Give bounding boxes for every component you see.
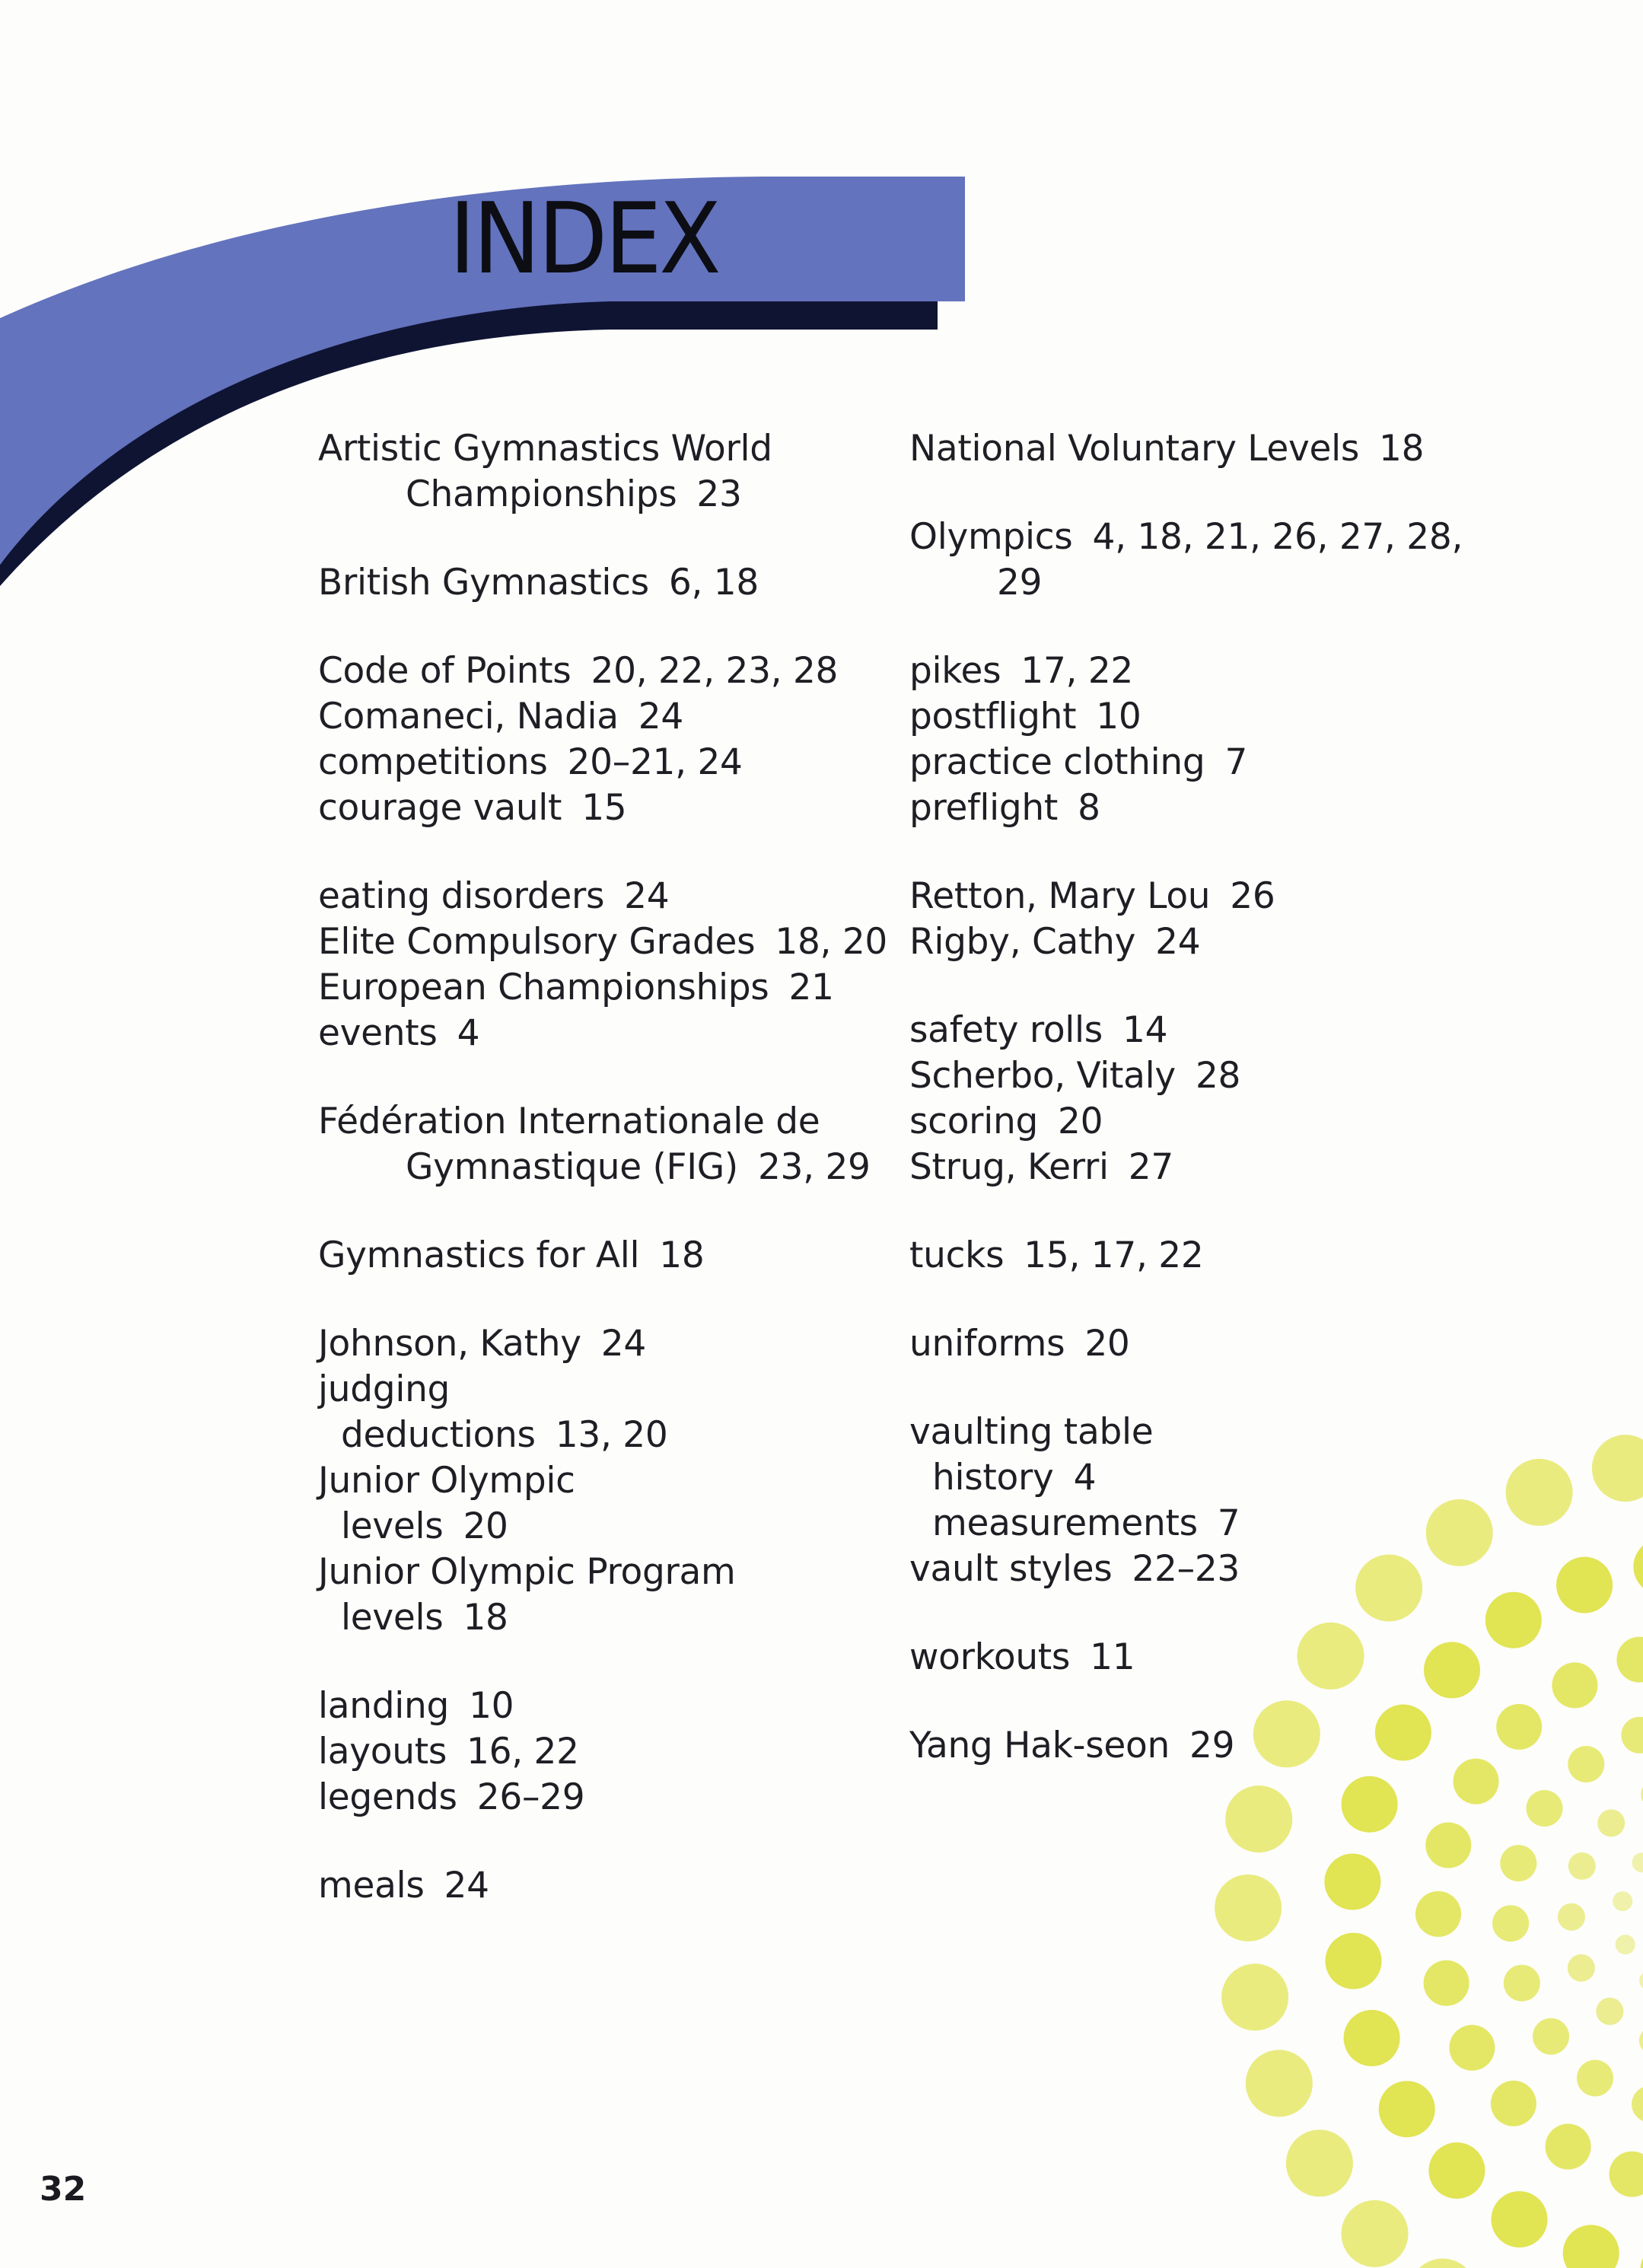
index-entry: [318, 1367, 896, 1413]
index-term: levels: [341, 1597, 444, 1639]
index-term: meals: [318, 1865, 425, 1906]
index-entry: [318, 560, 896, 606]
decorative-dot: [1568, 1852, 1596, 1880]
decorative-dot: [1633, 1539, 1643, 1595]
index-page-refs: 8: [1078, 787, 1100, 829]
index-term: Junior Olympic: [318, 1460, 575, 1502]
index-page-refs: 18: [1379, 428, 1425, 470]
index-page-refs: 16, 22: [466, 1731, 579, 1773]
decorative-dot: [1556, 1557, 1613, 1613]
decorative-dot: [1425, 1823, 1471, 1868]
index-page-refs: 26–29: [476, 1776, 585, 1818]
index-letter-group: [909, 874, 1503, 965]
index-term: courage vault: [318, 787, 562, 829]
index-page-refs: 22–23: [1132, 1548, 1240, 1590]
index-entry: [909, 919, 1503, 965]
index-entry: [909, 785, 1503, 831]
decorative-dot: [1415, 1891, 1461, 1937]
index-subentry: [909, 1455, 1503, 1501]
index-subentry: [909, 1501, 1503, 1547]
index-page-refs: 4: [1073, 1457, 1097, 1499]
index-term: Olympics: [909, 516, 1073, 558]
decorative-dot: [1621, 1717, 1643, 1754]
index-term: levels: [341, 1505, 444, 1547]
index-term: Rigby, Cathy: [909, 921, 1136, 963]
index-term: legends: [318, 1776, 457, 1818]
index-entry: [909, 1547, 1503, 1592]
index-entry: [318, 1863, 896, 1909]
index-entry: [318, 1321, 896, 1367]
index-entry: [318, 426, 896, 518]
index-page-refs: 18: [659, 1234, 705, 1276]
decorative-dot: [1568, 1746, 1604, 1782]
index-term: tucks: [909, 1234, 1005, 1276]
index-term: Junior Olympic Program: [318, 1551, 736, 1593]
decorative-dot: [1610, 2152, 1643, 2197]
decorative-dot: [1326, 1933, 1382, 1989]
index-subentry: [318, 1413, 896, 1458]
index-letter-group: [318, 1863, 896, 1909]
index-page-refs: 17, 22: [1021, 650, 1134, 692]
index-entry: [318, 1683, 896, 1729]
index-page-refs: 4, 18, 21, 26, 27, 28, 29: [997, 516, 1463, 604]
index-page-refs: 23, 29: [757, 1146, 871, 1188]
decorative-dot: [1492, 1905, 1529, 1941]
decorative-dot: [1641, 2242, 1643, 2268]
index-term: Scherbo, Vitaly: [909, 1055, 1176, 1097]
index-page-refs: 10: [1096, 696, 1142, 737]
index-page-refs: 18: [463, 1597, 508, 1639]
index-page-refs: 11: [1090, 1636, 1135, 1678]
index-term: National Voluntary Levels: [909, 428, 1360, 470]
index-entry: [909, 1635, 1503, 1680]
index-entry: [909, 426, 1503, 472]
decorative-dot: [1379, 2081, 1435, 2137]
decorative-dot: [1424, 1961, 1469, 2006]
index-term: pikes: [909, 650, 1001, 692]
index-letter-group: [318, 1683, 896, 1820]
index-page-refs: 24: [600, 1323, 646, 1365]
index-page-refs: 26: [1230, 875, 1275, 917]
decorative-dot: [1449, 2025, 1495, 2071]
index-letter-group: [318, 1233, 896, 1279]
decorative-dot: [1286, 2129, 1353, 2196]
index-term: Retton, Mary Lou: [909, 875, 1211, 917]
index-term: safety rolls: [909, 1009, 1103, 1051]
index-page-refs: 14: [1122, 1009, 1168, 1051]
decorative-dot: [1577, 2060, 1613, 2097]
index-page-refs: 27: [1128, 1146, 1173, 1188]
index-entry: [318, 1099, 896, 1190]
index-term: Elite Compulsory Grades: [318, 921, 756, 963]
page-title: INDEX: [449, 183, 718, 296]
decorative-dot: [1409, 2259, 1476, 2268]
decorative-dot: [1246, 2050, 1313, 2117]
index-letter-group: [318, 1321, 896, 1641]
index-letter-group: [909, 1635, 1503, 1680]
index-column-left: [318, 426, 896, 1951]
decorative-dot: [1492, 2191, 1548, 2247]
index-letter-group: [909, 1723, 1503, 1769]
index-entry: [318, 785, 896, 831]
decorative-dot: [1596, 1998, 1623, 2025]
index-term: Artistic Gymnastics World Championships: [318, 428, 772, 515]
index-entry: [318, 1011, 896, 1056]
decorative-dot: [1632, 2086, 1643, 2123]
index-letter-group: [318, 426, 896, 518]
index-entry: [318, 1233, 896, 1279]
decorative-dot: [1324, 1854, 1380, 1910]
index-entry: [318, 740, 896, 785]
index-term: British Gymnastics: [318, 562, 649, 604]
index-letter-group: [909, 648, 1503, 831]
index-entry: [909, 648, 1503, 694]
index-column-right: [909, 426, 1503, 1811]
index-letter-group: [909, 426, 1503, 472]
index-page-refs: 20: [463, 1505, 508, 1547]
index-entry: [909, 1233, 1503, 1279]
index-page-refs: 6, 18: [668, 562, 759, 604]
index-entry: [318, 648, 896, 694]
index-entry: [909, 1410, 1503, 1455]
decorative-dot: [1342, 2200, 1409, 2267]
index-entry: [909, 514, 1503, 606]
decorative-dot: [1616, 1935, 1635, 1954]
index-page-refs: 24: [638, 696, 684, 737]
decorative-dot: [1616, 1637, 1643, 1683]
decorative-dot: [1639, 1970, 1643, 1990]
index-letter-group: [909, 1233, 1503, 1279]
index-page-refs: 21: [788, 967, 834, 1008]
decorative-dot: [1527, 1790, 1563, 1827]
index-entry: [909, 694, 1503, 740]
index-term: uniforms: [909, 1323, 1065, 1365]
index-term: postflight: [909, 696, 1077, 737]
index-subentry: [318, 1595, 896, 1641]
index-entry: [318, 919, 896, 965]
decorative-dot: [1500, 1845, 1536, 1881]
index-page-refs: 20–21, 24: [567, 741, 743, 783]
index-term: layouts: [318, 1731, 447, 1773]
index-entry: [909, 874, 1503, 919]
index-letter-group: [318, 1099, 896, 1190]
index-page-refs: 10: [469, 1685, 514, 1727]
index-page-refs: 4: [457, 1012, 480, 1054]
index-term: landing: [318, 1685, 450, 1727]
page-number: 32: [40, 2170, 87, 2209]
decorative-dot: [1592, 1435, 1643, 1502]
index-letter-group: [318, 560, 896, 606]
index-entry: [909, 740, 1503, 785]
decorative-dot: [1496, 1704, 1542, 1750]
index-term: Yang Hak-seon: [909, 1725, 1170, 1766]
index-entry: [909, 1099, 1503, 1145]
index-term: competitions: [318, 741, 548, 783]
index-entry: [318, 1458, 896, 1504]
index-letter-group: [909, 1410, 1503, 1592]
decorative-dot: [1428, 2142, 1485, 2199]
index-entry: [318, 1775, 896, 1820]
index-page-refs: 7: [1217, 1502, 1240, 1544]
decorative-dot: [1506, 1459, 1573, 1526]
decorative-dot: [1597, 1809, 1625, 1836]
index-term: scoring: [909, 1101, 1038, 1142]
index-page-refs: 20: [1084, 1323, 1130, 1365]
index-term: Gymnastics for All: [318, 1234, 640, 1276]
index-term: vaulting table: [909, 1411, 1154, 1453]
decorative-dot: [1215, 1875, 1282, 1941]
decorative-dot: [1344, 2010, 1400, 2066]
index-term: events: [318, 1012, 438, 1054]
index-entry: [909, 1723, 1503, 1769]
index-page-refs: 20: [1058, 1101, 1103, 1142]
decorative-dot: [1558, 1903, 1585, 1931]
index-entry: [318, 694, 896, 740]
index-entry: [318, 874, 896, 919]
index-page-refs: 13, 20: [555, 1414, 668, 1456]
decorative-dot: [1533, 2018, 1569, 2055]
index-letter-group: [318, 874, 896, 1056]
index-term: history: [932, 1457, 1054, 1499]
decorative-dot: [1613, 1891, 1632, 1911]
index-term: European Championships: [318, 967, 769, 1008]
index-term: Fédération Internationale de Gymnastique (FIG): [318, 1101, 820, 1188]
index-term: workouts: [909, 1636, 1071, 1678]
index-term: preflight: [909, 787, 1059, 829]
index-page-refs: 15, 17, 22: [1024, 1234, 1204, 1276]
index-term: Strug, Kerri: [909, 1146, 1109, 1188]
decorative-dot: [1546, 2124, 1591, 2170]
decorative-dot: [1563, 2225, 1619, 2268]
index-term: Code of Points: [318, 650, 572, 692]
index-entry: [909, 1008, 1503, 1053]
index-term: judging: [318, 1368, 451, 1410]
index-entry: [318, 965, 896, 1011]
index-letter-group: [909, 514, 1503, 606]
decorative-dot: [1491, 2081, 1536, 2126]
index-page-refs: 7: [1224, 741, 1248, 783]
index-subentry: [318, 1504, 896, 1550]
index-page-refs: 29: [1189, 1725, 1235, 1766]
index-term: practice clothing: [909, 741, 1205, 783]
index-term: Comaneci, Nadia: [318, 696, 619, 737]
index-entry: [318, 1729, 896, 1775]
index-page-refs: 24: [624, 875, 670, 917]
index-page-refs: 28: [1195, 1055, 1241, 1097]
index-page-refs: 15: [581, 787, 627, 829]
index-term: vault styles: [909, 1548, 1113, 1590]
index-letter-group: [909, 1321, 1503, 1367]
index-letter-group: [909, 1008, 1503, 1190]
index-term: deductions: [341, 1414, 536, 1456]
index-page-refs: 18, 20: [775, 921, 888, 963]
index-entry: [909, 1053, 1503, 1099]
index-term: measurements: [932, 1502, 1198, 1544]
index-page-refs: 24: [1155, 921, 1201, 963]
index-page-refs: 23: [696, 473, 742, 515]
index-page-refs: 20, 22, 23, 28: [591, 650, 839, 692]
decorative-dot: [1639, 2027, 1643, 2054]
decorative-dot: [1504, 1965, 1540, 2002]
index-term: Johnson, Kathy: [318, 1323, 581, 1365]
index-entry: [909, 1145, 1503, 1190]
decorative-dot: [1632, 1852, 1643, 1872]
index-entry: [909, 1321, 1503, 1367]
index-entry: [318, 1550, 896, 1595]
decorative-dot: [1221, 1964, 1288, 2031]
index-page-refs: 24: [444, 1865, 489, 1906]
decorative-dot: [1552, 1662, 1597, 1708]
index-term: eating disorders: [318, 875, 605, 917]
decorative-dot: [1568, 1954, 1595, 1982]
index-letter-group: [318, 648, 896, 831]
